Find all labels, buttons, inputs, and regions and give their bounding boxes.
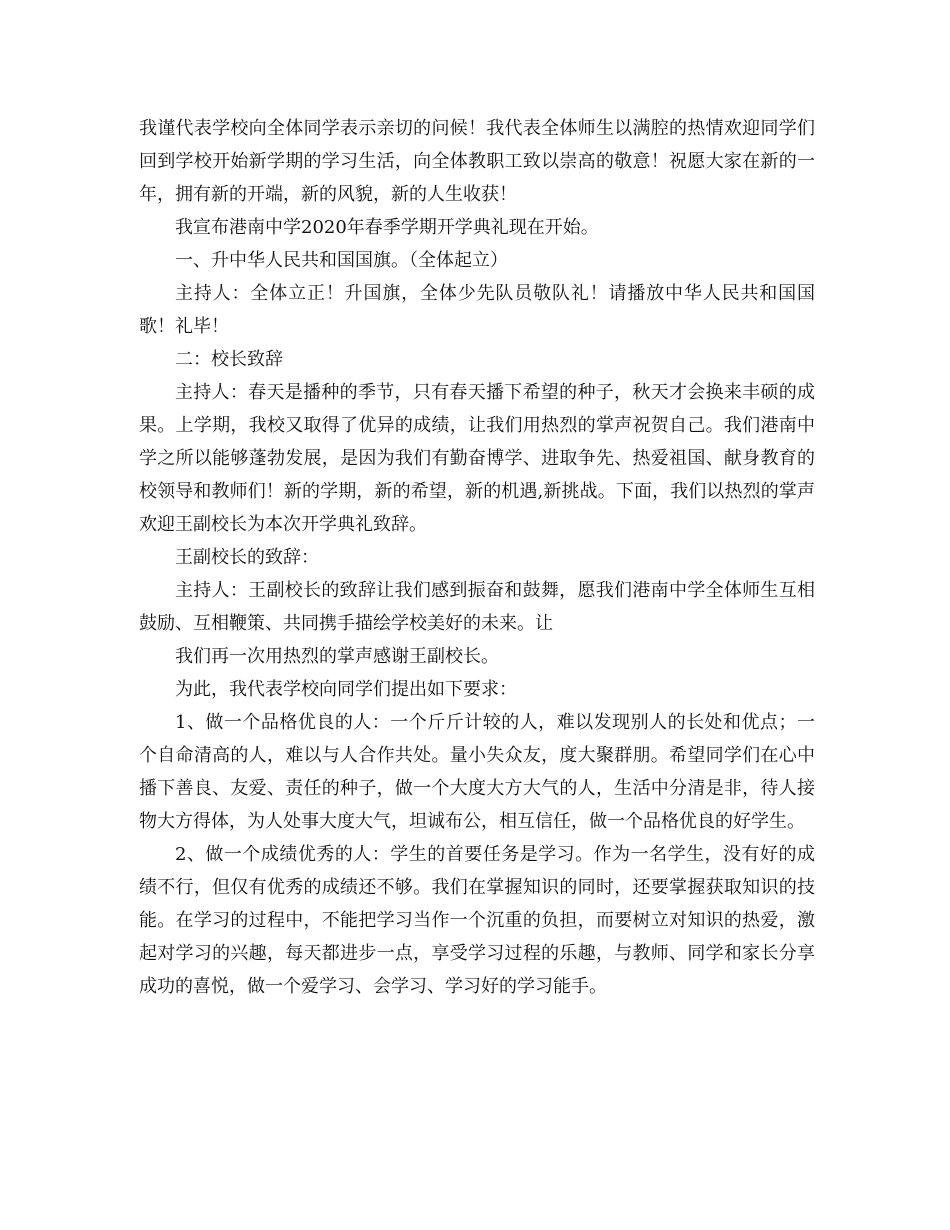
paragraph-opening-announcement: 我宣布港南中学2020年春季学期开学典礼现在开始。	[175, 217, 599, 238]
paragraph-applause: 我们再一次用热烈的掌声感谢王副校长。	[175, 646, 499, 667]
paragraph-requirements-intro: 为此，我代表学校向同学们提出如下要求：	[175, 679, 517, 700]
paragraph-host-intro: 主持人：春天是播种的季节，只有春天播下希望的种子，秋天才会换来丰硕的成果。上学期，我校又取得了优异的成绩，让我们用热烈的掌声祝贺自己。我们港南中学之所以能够蓬勃发展，是因为我们有勤奋博学、进取争先、热爱祖国、献身教育的校领导和教师们！新的学期，新的希望，新的机遇,新挑战。下面，我们以热烈的掌声欢迎王副校长为本次开学典礼致辞。	[139, 382, 815, 535]
paragraph-requirement-1: 1、做一个品格优良的人：一个斤斤计较的人，难以发现别人的长处和优点；一个自命清高的人，难以与人合作共处。量小失众友，度大聚群朋。希望同学们在心中播下善良、友爱、责任的种子，做一个大度大方大气的人，生活中分清是非，待人接物大方得体，为人处事大度大气，坦诚布公，相互信任，做一个品格优良的好学生。	[139, 712, 815, 832]
paragraph-requirement-2: 2、做一个成绩优秀的人：学生的首要任务是学习。作为一名学生，没有好的成绩不行，但仅有优秀的成绩还不够。我们在掌握知识的同时，还要掌握获取知识的技能。在学习的过程中，不能把学习当作一个沉重的负担，而要树立对知识的热爱，激起对学习的兴趣，每天都进步一点，享受学习过程的乐趣，与教师、同学和家长分享成功的喜悦，做一个爱学习、会学习、学习好的学习能手。	[139, 844, 815, 997]
paragraph-host-flag: 主持人：全体立正！升国旗，全体少先队员敬队礼！请播放中华人民共和国国歌！礼毕！	[139, 283, 815, 337]
paragraph-host-thanks: 主持人：王副校长的致辞让我们感到振奋和鼓舞，愿我们港南中学全体师生互相鼓励、互相鞭策、共同携手描绘学校美好的未来。让	[139, 580, 815, 634]
paragraph-vice-principal-speech: 王副校长的致辞：	[175, 547, 319, 568]
paragraph-greeting: 我谨代表学校向全体同学表示亲切的问候！我代表全体师生以满腔的热情欢迎同学们回到学校开始新学期的学习生活，向全体教职工致以崇高的敬意！祝愿大家在新的一年，拥有新的开端，新的风貌，新的人生收获！	[139, 118, 815, 205]
paragraph-section-speech: 二：校长致辞	[175, 349, 283, 370]
document-body	[139, 112, 815, 1003]
paragraph-section-flag: 一、升中华人民共和国国旗。（全体起立）	[175, 250, 508, 271]
